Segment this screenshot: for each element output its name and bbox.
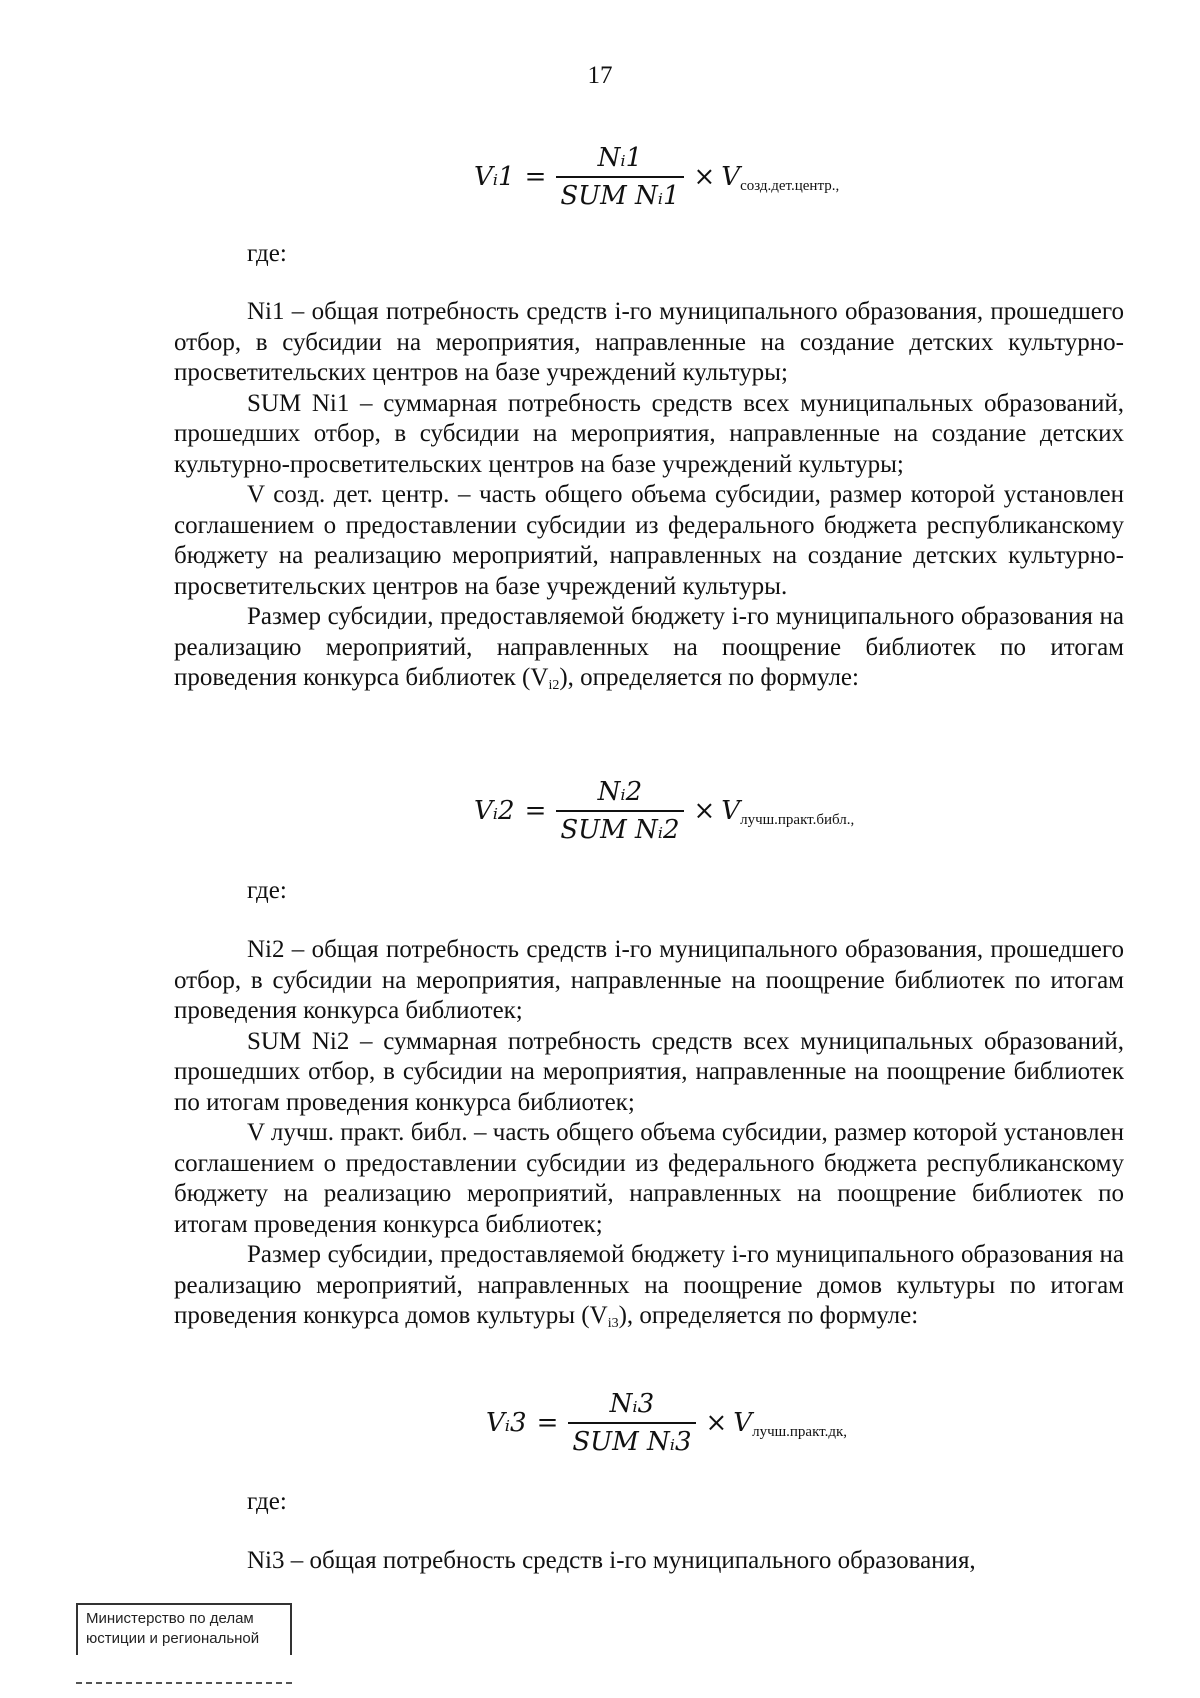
- formula-lhs: Vᵢ3: [486, 1408, 527, 1438]
- ministry-stamp: [76, 1603, 292, 1655]
- numerator: Nᵢ2: [597, 777, 643, 807]
- times-sign: ×: [693, 162, 716, 192]
- volume-subscript: созд.дет.центр.,: [740, 177, 840, 194]
- formula-1: [474, 143, 839, 211]
- formula-2: [474, 777, 854, 845]
- times-sign: ×: [705, 1408, 728, 1438]
- where-label: где:: [247, 240, 287, 267]
- volume-subscript: лучш.практ.библ.,: [740, 811, 855, 828]
- definitions-block-1: [174, 297, 1124, 702]
- stamp-line-1: Министерство по делам: [86, 1610, 254, 1627]
- volume-subscript: лучш.практ.дк,: [752, 1423, 848, 1440]
- equals-sign: =: [536, 1408, 559, 1438]
- stamp-line-2: юстиции и региональной: [86, 1630, 260, 1647]
- definition-sum-ni2: SUM Ni2 – суммарная потребность средств всех муниципальных образований, прошедших отбор, в субсидии на мероприятия, направленные на поощрение библиотек по итогам проведения конкурса библиотек;: [174, 1027, 1124, 1116]
- stamp-underline: [76, 1682, 292, 1684]
- where-label: где:: [247, 877, 287, 904]
- denominator: SUM Nᵢ2: [556, 810, 683, 845]
- formula-lhs: Vᵢ2: [474, 796, 515, 826]
- equals-sign: =: [524, 796, 547, 826]
- definitions-block-2: [174, 935, 1124, 1340]
- times-sign: ×: [693, 796, 716, 826]
- definition-ni2: Ni2 – общая потребность средств i-го муниципального образования, прошедшего отбор, в субсидии на мероприятия, направленные на поощрение библиотек по итогам проведения конкурса библиотек;: [174, 936, 1124, 1024]
- fraction: [556, 777, 683, 845]
- numerator: Nᵢ1: [597, 143, 643, 173]
- fraction: [556, 143, 683, 211]
- numerator: Nᵢ3: [609, 1389, 655, 1419]
- formula-intro-3: Размер субсидии, предоставляемой бюджету i-го муниципального образования на реализацию мероприятий, направленных на поощрение домов культуры по итогам проведения конкурса домов культуры (Vi3), определяется по формуле:: [174, 1241, 1124, 1331]
- definition-v-luchsh-bibl: V лучш. практ. библ. – часть общего объема субсидии, размер которой установлен соглашением о предоставлении субсидии из федерального бюджета республиканскому бюджету на реализацию мероприятий, направленных на поощрение библиотек по итогам проведения конкурса библиотек;: [174, 1119, 1124, 1238]
- volume-symbol: V: [721, 162, 741, 192]
- page-number: 17: [587, 62, 613, 89]
- formula-lhs: Vᵢ1: [474, 162, 515, 192]
- denominator: SUM Nᵢ3: [568, 1422, 695, 1457]
- definition-sum-ni1: SUM Ni1 – суммарная потребность средств всех муниципальных образований, прошедших отбор, в субсидии на мероприятия, направленные на создание детских культурно-просветительских центров на базе учреждений культуры;: [174, 389, 1124, 478]
- denominator: SUM Nᵢ1: [556, 176, 683, 211]
- definition-ni1: Ni1 – общая потребность средств i-го муниципального образования, прошедшего отбор, в субсидии на мероприятия, направленные на создание детских культурно-просветительских центров на базе учреждений культуры;: [174, 298, 1124, 386]
- equals-sign: =: [524, 162, 547, 192]
- volume-symbol: V: [721, 796, 741, 826]
- formula-3: [486, 1389, 847, 1457]
- definition-v-sozd: V созд. дет. центр. – часть общего объема субсидии, размер которой установлен соглашением о предоставлении субсидии из федерального бюджета республиканскому бюджету на реализацию мероприятий, направленных на создание детских культурно-просветительских центров на базе учреждений культуры.: [174, 481, 1124, 600]
- fraction: [568, 1389, 695, 1457]
- formula-intro-2: Размер субсидии, предоставляемой бюджету i-го муниципального образования на реализацию мероприятий, направленных на поощрение библиотек по итогам проведения конкурса библиотек (Vi2), определяется по формуле:: [174, 603, 1124, 693]
- definitions-block-3: [174, 1546, 1124, 1577]
- where-label: где:: [247, 1488, 287, 1515]
- volume-symbol: V: [733, 1408, 753, 1438]
- definition-ni3: Ni3 – общая потребность средств i-го муниципального образования,: [247, 1547, 976, 1574]
